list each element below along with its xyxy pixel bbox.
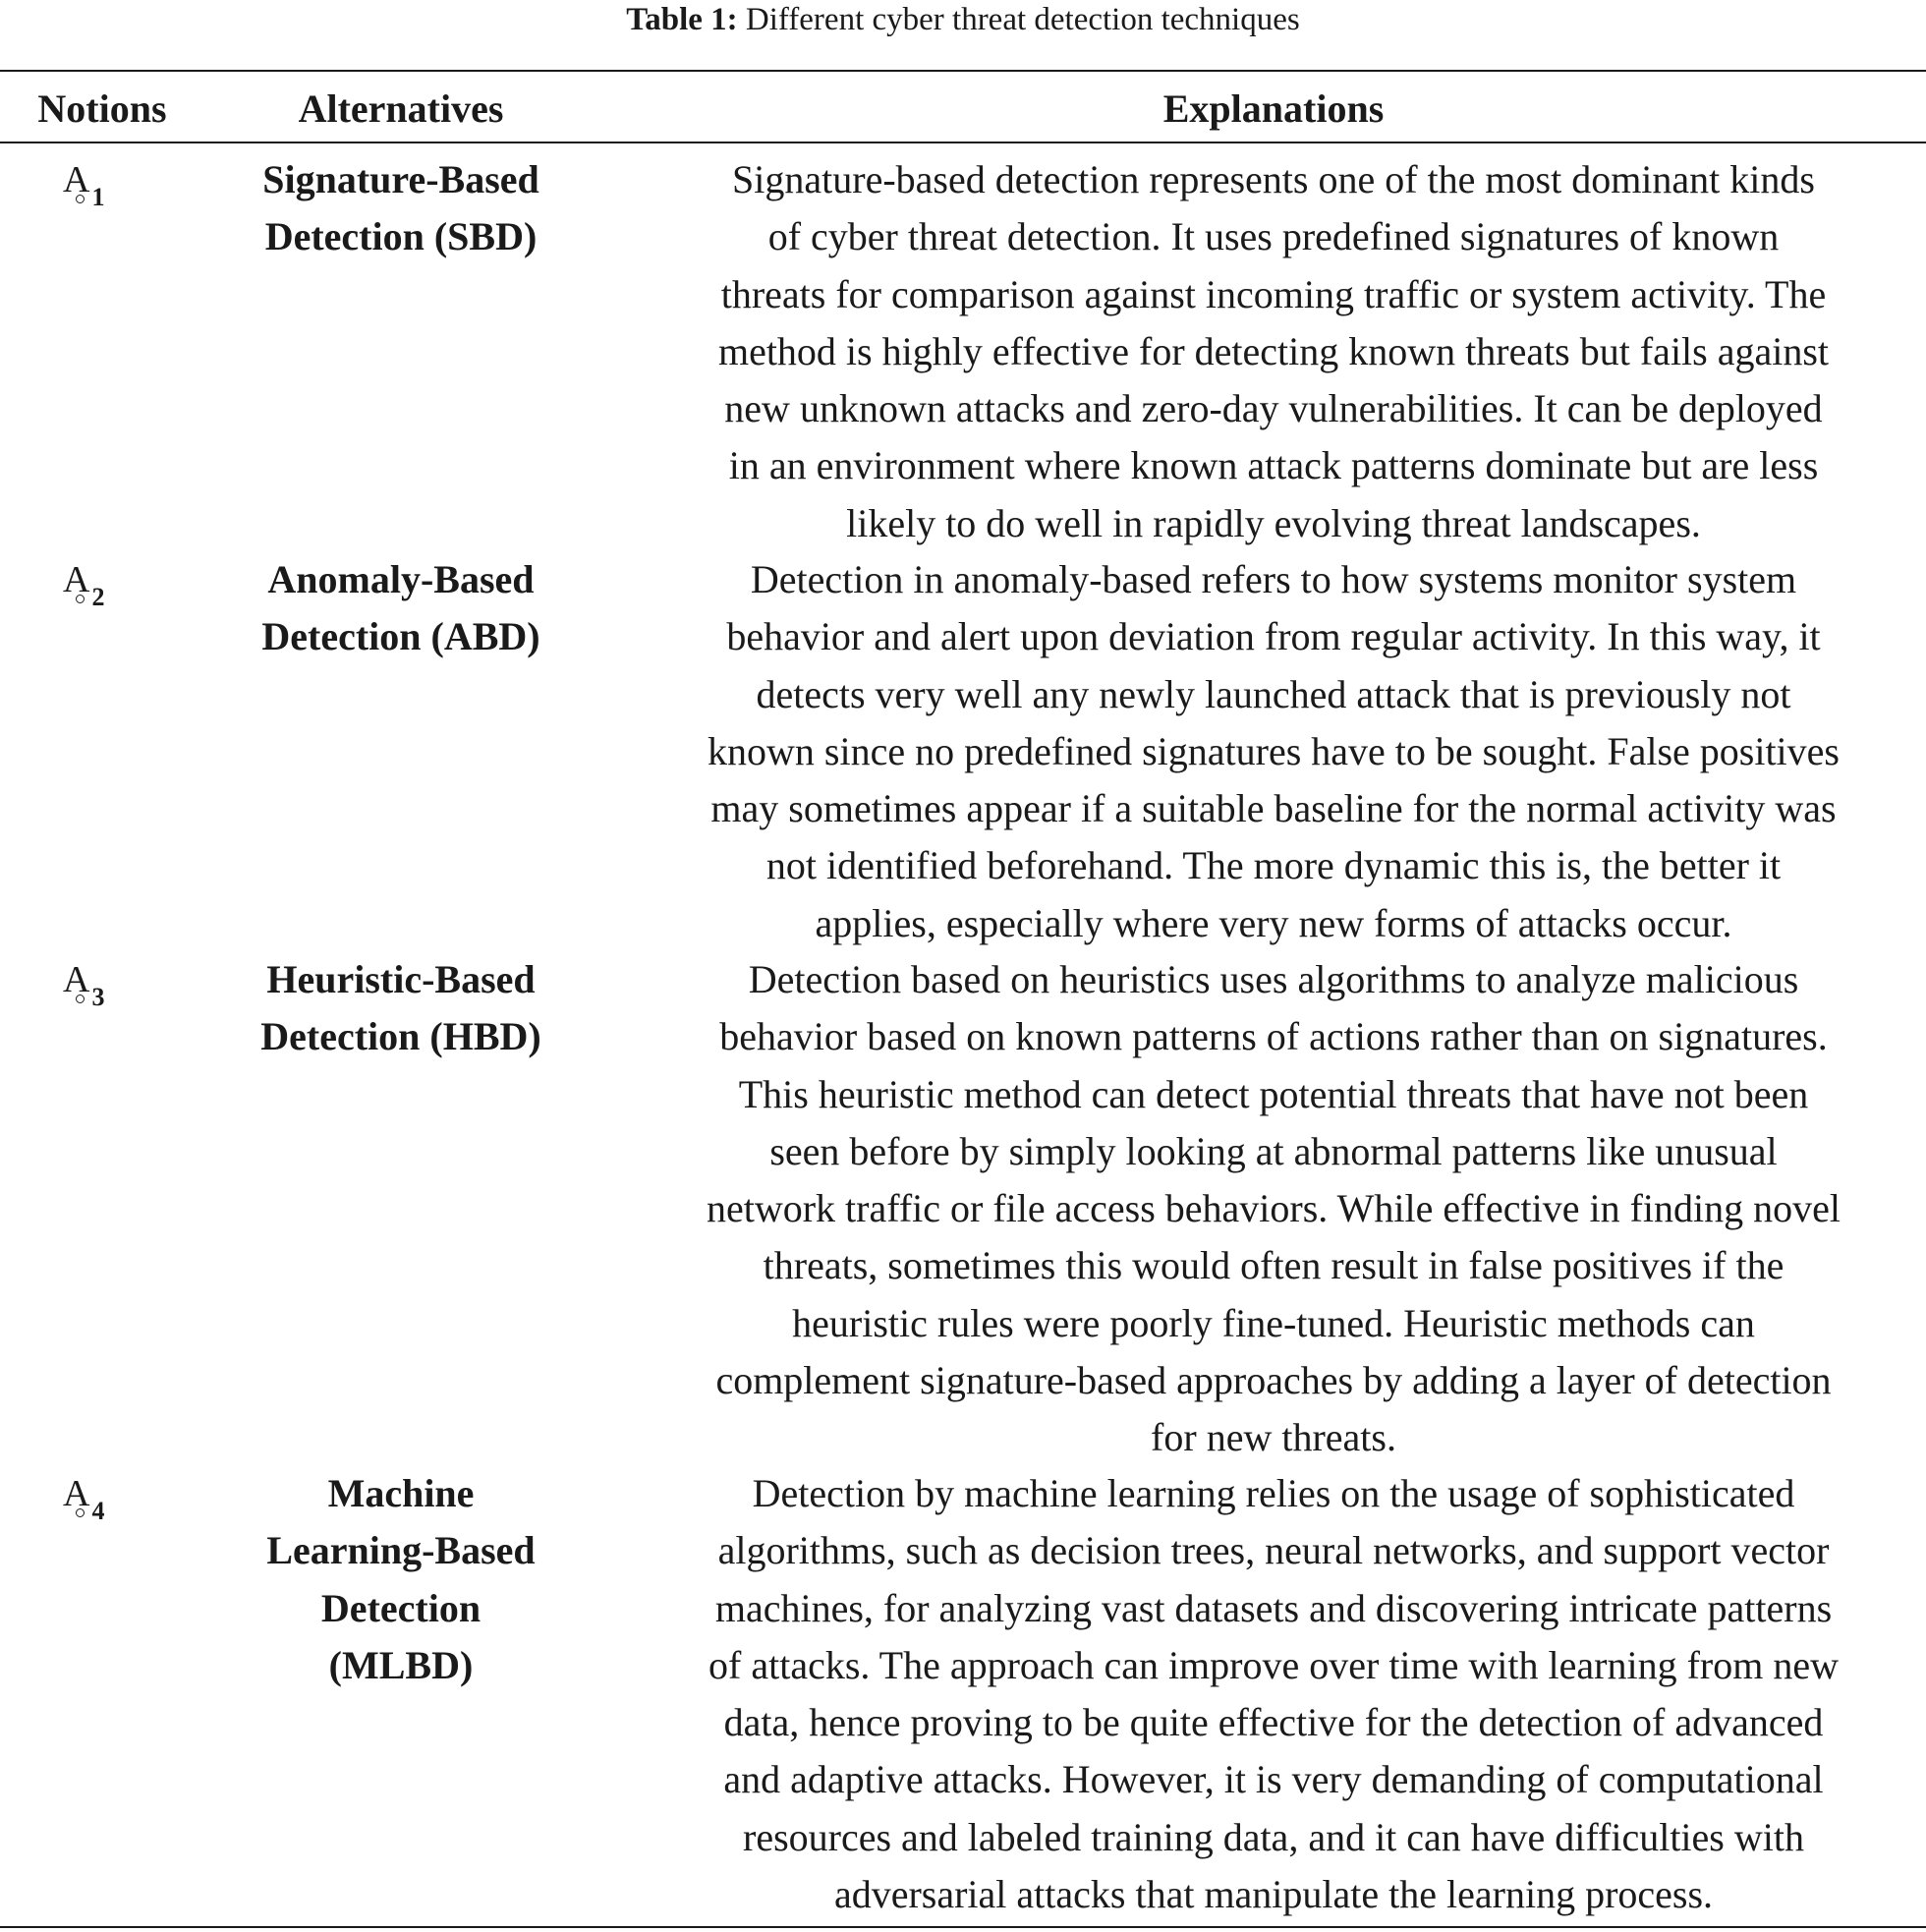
ring-accent-icon [76,994,85,1003]
header-rule [0,142,1926,143]
alternative-line: Detection (HBD) [260,1014,541,1059]
explanation-line: behavior based on known patterns of actions rather than on signatures. [719,1014,1828,1059]
notion-letter: A [63,555,89,604]
alternative-line: Heuristic-Based [266,957,536,1001]
header-notions: Notions [37,86,167,131]
explanation-line: new unknown attacks and zero-day vulnerabilities. It can be deployed [724,386,1823,431]
alternative-cell [224,951,578,1066]
explanation-line: and adaptive attacks. However, it is very demanding of computational [723,1757,1824,1802]
bottom-rule [0,1926,1926,1928]
caption-text: Different cyber threat detection techniques [745,2,1300,37]
explanation-line: heuristic rules were poorly fine-tuned. Heuristic methods can [792,1300,1755,1345]
explanation-line: known since no predefined signatures have to be sought. False positives [708,728,1840,773]
table-header-row [0,85,1926,134]
explanation-line: for new threats. [1151,1415,1396,1460]
explanation-line: Detection in anomaly-based refers to how systems monitor system [750,557,1797,601]
alternative-line: Detection [320,1585,482,1630]
notion-index: 3 [91,983,105,1011]
alternative-line: Signature-Based [262,157,539,201]
table-caption [0,0,1926,39]
explanation-line: likely to do well in rapidly evolving threat landscapes. [846,500,1701,545]
ring-accent-icon [76,1508,85,1517]
notion-cell [63,951,142,1011]
explanation-cell [617,951,1926,1467]
explanation-line: threats for comparison against incoming traffic or system activity. The [720,271,1827,316]
notion-cell [63,1465,142,1525]
notion-cell [63,151,142,211]
notion-letter: A [63,155,89,204]
header-alternatives: Alternatives [298,86,504,131]
explanation-line: behavior and alert upon deviation from regular activity. In this way, it [726,614,1821,659]
explanation-line: detects very well any newly launched attack that is previously not [756,671,1791,716]
explanation-line: may sometimes appear if a suitable baseline for the normal activity was [710,786,1837,831]
explanation-line: resources and labeled training data, and it can have difficulties with [743,1814,1804,1859]
explanation-cell [617,1465,1926,1923]
alternative-cell [224,551,578,666]
explanation-line: machines, for analyzing vast datasets and discovering intricate patterns [714,1585,1833,1630]
notion-cell [63,551,142,611]
explanation-cell [617,551,1926,952]
explanation-line: Detection based on heuristics uses algorithms to analyze malicious [748,957,1799,1001]
notion-index: 2 [91,583,105,611]
explanation-line: This heuristic method can detect potential threats that have not been [738,1071,1809,1116]
header-explanations: Explanations [1162,86,1385,131]
explanation-line: seen before by simply looking at abnormal patterns like unusual [769,1128,1778,1173]
alternative-line: Anomaly-Based [267,557,535,601]
explanation-line: Signature-based detection represents one of the most dominant kinds [732,157,1815,201]
alternative-line: Detection (ABD) [261,614,540,659]
explanation-line: network traffic or file access behaviors. While effective in finding novel [706,1186,1841,1231]
ring-accent-icon [76,195,85,203]
explanation-line: Detection by machine learning relies on the usage of sophisticated [752,1471,1795,1515]
explanation-line: method is highly effective for detecting known threats but fails against [717,328,1830,373]
notion-letter: A [63,1469,89,1518]
notion-index: 1 [91,183,105,211]
ring-accent-icon [76,595,85,603]
explanation-cell [617,151,1926,552]
explanation-line: applies, especially where very new forms of attacks occur. [815,900,1732,945]
explanation-line: data, hence proving to be quite effective for the detection of advanced [723,1700,1824,1745]
top-rule [0,70,1926,72]
caption-label: Table 1: [626,2,738,37]
alternative-line: Detection (SBD) [264,214,538,259]
explanation-line: of cyber threat detection. It uses predefined signatures of known [767,214,1780,259]
alternative-line: Machine [327,1471,475,1515]
explanation-line: not identified beforehand. The more dynamic this is, the better it [765,843,1782,888]
notion-index: 4 [91,1497,105,1525]
alternative-line: (MLBD) [328,1642,474,1687]
explanation-line: complement signature-based approaches by adding a layer of detection [715,1358,1832,1403]
alternative-line: Learning-Based [266,1528,536,1573]
alternative-cell [224,1465,578,1694]
explanation-line: algorithms, such as decision trees, neural networks, and support vector [717,1528,1830,1573]
explanation-line: threats, sometimes this would often result in false positives if the [763,1243,1784,1288]
explanation-line: in an environment where known attack patterns dominate but are less [728,443,1819,488]
explanation-line: adversarial attacks that manipulate the learning process. [833,1872,1714,1917]
explanation-line: of attacks. The approach can improve over time with learning from new [708,1642,1839,1687]
alternative-cell [224,151,578,266]
notion-letter: A [63,955,89,1004]
